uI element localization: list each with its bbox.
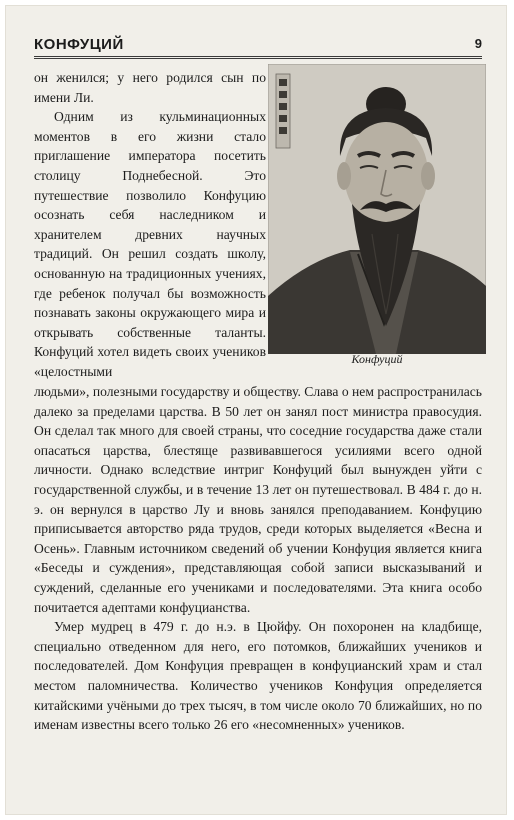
page-number: 9 <box>474 36 482 51</box>
paragraph-2: Одним из кульминационных моментов в его жизни стало приглашение императора посетить столицу Поднебесной. Это путешествие позволило Конфуцию осознать себя наследником и хранителем древних научных традиций. Он решил создать школу, основанную на традиционных учениях, где ребенок получал бы возможность познавать законы окружающего мира и открывать собственные таланты. Конфуций хотел видеть своих учеников «целостными <box>34 109 266 379</box>
text-body-full <box>34 382 482 735</box>
book-page <box>6 6 506 814</box>
paragraph-4: Умер мудрец в 479 г. до н.э. в Цюйфу. Он похоронен на кладбище, специально отведенном для него, его потомков, ближайших учеников и последователей. Дом Конфуция превращен в конфуцианский храм и стал местом паломничества. Количество учеников Конфуция определяется китайскими учёными до трех тысяч, в том числе около 70 ближайших, но по именам известны всего только 26 его «несомненных» учеников. <box>34 619 482 733</box>
paragraph-1: он женился; у него родился сын по имени Ли. <box>34 70 266 105</box>
text-column-left <box>34 68 266 382</box>
figure-caption: Конфуций <box>351 352 403 366</box>
running-header <box>34 34 482 59</box>
confucius-portrait <box>268 64 486 354</box>
paragraph-3: людьми», полезными государству и обществу. Слава о нем распространилась далеко за пределами царства. В 50 лет он занял пост министра правосудия. Он сделал так много для своей страны, что соседние государства даже стали опасаться царства, блестяще развивавшегося усилиями всего одной личности. Однако вследствие интриг Конфуций был вынужден уйти с государственной службы, и в течение 13 лет он путешествовал. В 484 г. до н. э. он вернулся в царство Лу и вновь занялся преподаванием. Конфуцию приписывается авторство ряда трудов, среди которых выделяется «Весна и Осень». Главным источником сведений об учении Конфуция является книга «Беседы и суждения», представляющая собой записи высказываний и суждений, сделанные его учениками и последователями. Эта книга особо почитается адептами конфуцианства. <box>34 384 482 615</box>
confucius-portrait-icon <box>268 64 486 354</box>
chapter-title: КОНФУЦИЙ <box>34 36 124 53</box>
